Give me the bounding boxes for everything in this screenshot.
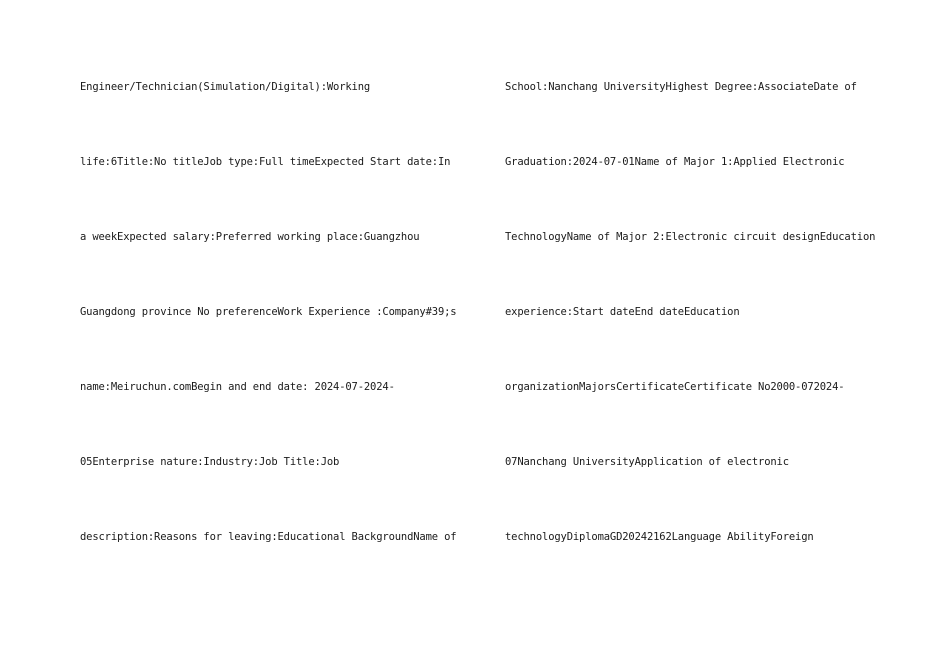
text-line: technologyDiplomaGD20242162Language AbilityForeign xyxy=(505,531,814,543)
text-line: 07Nanchang UniversityApplication of electronic xyxy=(505,456,789,468)
text-line: Engineer/Technician(Simulation/Digital):Working xyxy=(80,81,371,93)
text-line: description:Reasons for leaving:Educational BackgroundName of xyxy=(80,531,457,543)
text-line: a weekExpected salary:Preferred working place:Guangzhou xyxy=(80,231,420,243)
text-line: 05Enterprise nature:Industry:Job Title:Job xyxy=(80,456,340,468)
text-line: Graduation:2024-07-01Name of Major 1:Applied Electronic xyxy=(505,156,845,168)
text-line: experience:Start dateEnd dateEducation xyxy=(505,306,740,318)
text-line: School:Nanchang UniversityHighest Degree:AssociateDate of xyxy=(505,81,857,93)
text-line: name:Meiruchun.comBegin and end date: 2024-07-2024- xyxy=(80,381,395,393)
text-line: TechnologyName of Major 2:Electronic circuit designEducation xyxy=(505,231,876,243)
text-line: life:6Title:No titleJob type:Full timeExpected Start date:In xyxy=(80,156,451,168)
text-line: organizationMajorsCertificateCertificate No2000-072024- xyxy=(505,381,845,393)
text-line: Guangdong province No preferenceWork Experience :Company#39;s xyxy=(80,306,457,318)
